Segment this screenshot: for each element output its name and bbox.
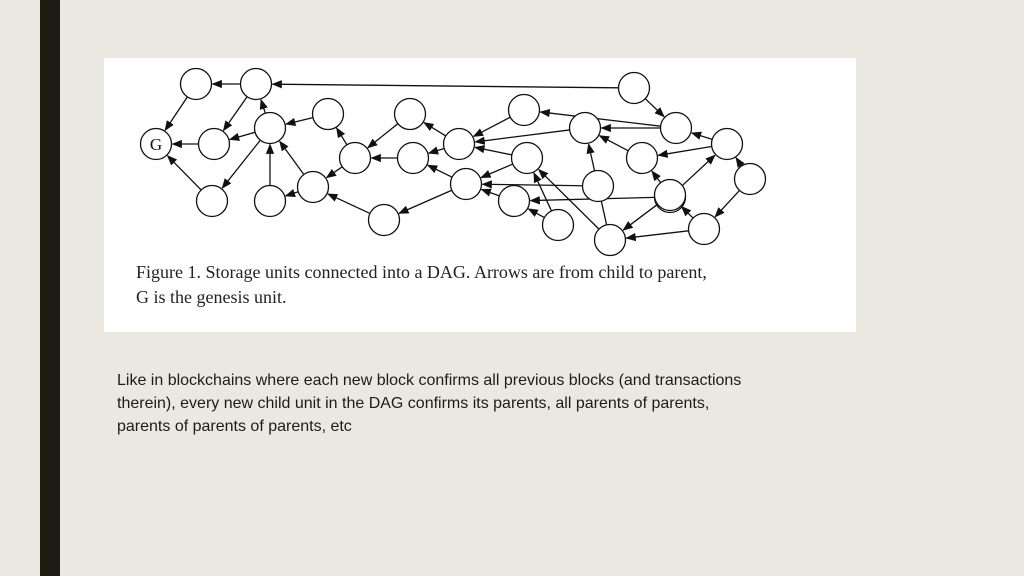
dag-node xyxy=(661,113,692,144)
dag-edge xyxy=(534,173,552,211)
dag-node xyxy=(298,172,329,203)
side-accent-bar xyxy=(40,0,60,576)
dag-edge xyxy=(165,97,187,130)
figure-caption-line-1: Figure 1. Storage units connected into a DAG. Arrows are from child to parent, xyxy=(136,262,707,282)
dag-edge xyxy=(481,164,513,177)
dag-edge xyxy=(328,194,370,214)
dag-edge xyxy=(681,155,715,186)
dag-node xyxy=(398,143,429,174)
dag-edge xyxy=(528,209,544,218)
dag-edge xyxy=(261,100,265,114)
dag-node xyxy=(543,210,574,241)
dag-node xyxy=(619,73,650,104)
dag-node xyxy=(340,143,371,174)
body-line-1: Like in blockchains where each new block confirms all previous blocks (and transactions xyxy=(117,372,742,389)
dag-edge xyxy=(337,128,347,145)
dag-edge xyxy=(715,190,739,216)
dag-edge xyxy=(272,84,618,88)
figure-caption-line-2: G is the genesis unit. xyxy=(136,287,287,307)
dag-edge xyxy=(286,192,299,196)
dag-edge xyxy=(230,132,255,139)
body-paragraph xyxy=(117,369,857,438)
dag-node xyxy=(199,129,230,160)
dag-edge xyxy=(682,207,693,218)
dag-node xyxy=(369,205,400,236)
dag-edge xyxy=(428,165,452,177)
dag-node xyxy=(595,225,626,256)
dag-node xyxy=(451,169,482,200)
body-line-2: therein), every new child unit in the DAG confirms its parents, all parents of parents, xyxy=(117,395,710,412)
dag-node xyxy=(689,214,720,245)
dag-node xyxy=(255,113,286,144)
dag-node xyxy=(735,164,766,195)
dag-edge xyxy=(736,158,741,166)
dag-edge xyxy=(658,147,711,156)
dag-node xyxy=(512,143,543,174)
dag-edge xyxy=(475,147,512,155)
dag-edge xyxy=(368,124,398,148)
dag-node xyxy=(712,129,743,160)
dag-node xyxy=(395,99,426,130)
dag-node xyxy=(313,99,344,130)
dag-edge xyxy=(645,99,664,117)
dag-node xyxy=(499,186,530,217)
dag-edge xyxy=(399,190,452,213)
dag-node xyxy=(181,69,212,100)
dag-edge xyxy=(168,156,202,190)
dag-edge xyxy=(600,136,629,151)
dag-node xyxy=(255,186,286,217)
dag-edge xyxy=(626,231,688,238)
dag-edge xyxy=(327,167,343,178)
figure-panel xyxy=(104,58,856,332)
body-line-3: parents of parents of parents, etc xyxy=(117,418,352,435)
dag-edge xyxy=(474,117,511,136)
dag-edge xyxy=(623,204,657,230)
dag-node xyxy=(197,186,228,217)
genesis-node-label: G xyxy=(149,135,163,154)
dag-node xyxy=(241,69,272,100)
dag-nodes xyxy=(141,69,766,256)
dag-edge xyxy=(652,171,661,182)
dag-edge xyxy=(429,149,444,154)
dag-edge xyxy=(286,118,313,124)
dag-node xyxy=(444,129,475,160)
dag-edge xyxy=(475,130,569,142)
dag-edge xyxy=(280,141,304,174)
dag-edge xyxy=(482,184,582,186)
dag-node xyxy=(570,113,601,144)
figure-caption xyxy=(136,260,836,310)
dag-edge xyxy=(692,133,712,139)
dag-node xyxy=(655,180,686,211)
dag-edge xyxy=(424,123,446,136)
dag-node xyxy=(509,95,540,126)
dag-edge xyxy=(223,97,247,131)
dag-node xyxy=(583,171,614,202)
dag-edge xyxy=(482,190,500,196)
dag-node xyxy=(627,143,658,174)
